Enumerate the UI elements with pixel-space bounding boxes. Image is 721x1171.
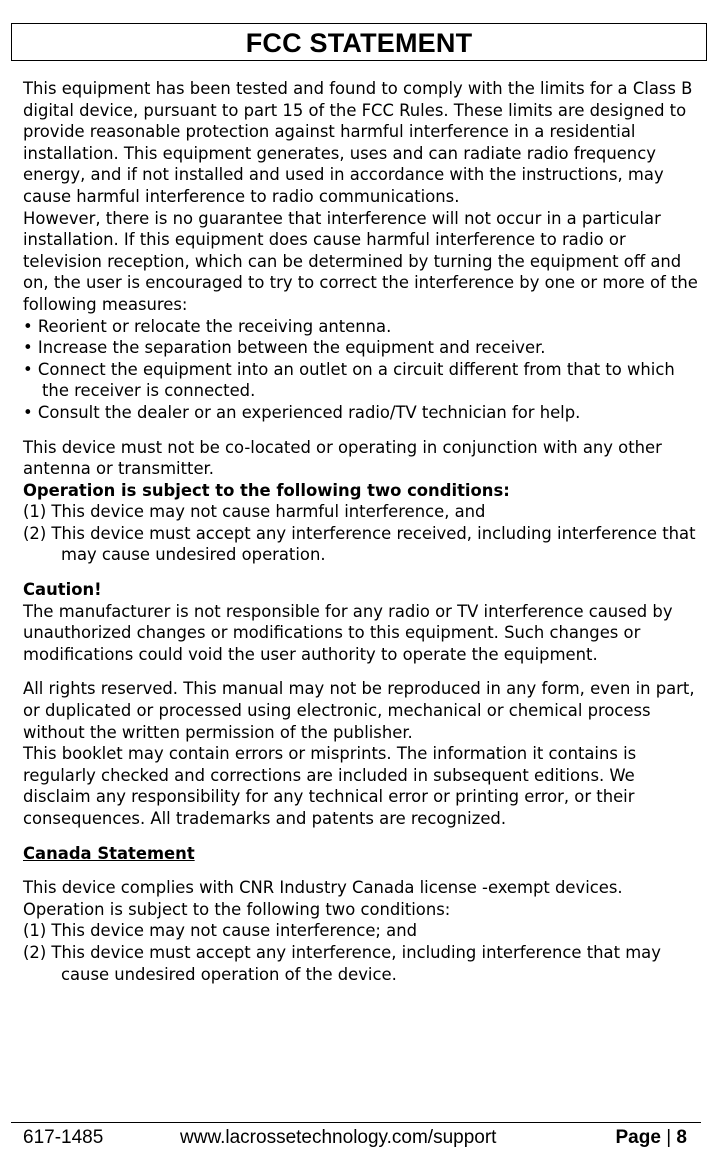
measure-item: • Increase the separation between the equipment and receiver. (23, 338, 546, 358)
errata-paragraph: This booklet may contain errors or misprints. The information it contains is regularly checked and corrections are included in subsequent editions. We disclaim any responsibility for any technical error or printing error, or their consequences. All trademarks and patents are recognized. (23, 744, 637, 828)
measure-item: • Reorient or relocate the receiving antenna. (23, 316, 392, 336)
canada-condition-item: (1) This device may not cause interference; and (23, 921, 417, 941)
colocation-paragraph: This device must not be co-located or operating in conjunction with any other antenna or transmitter. (23, 437, 662, 479)
condition-item: (2) This device must accept any interference received, including interference that may cause undesired operation. (23, 523, 696, 565)
fcc-however-paragraph: However, there is no guarantee that interference will not occur in a particular installation. If this equipment does cause harmful interference to radio or television reception, which can be determined by turning the equipment off and on, the user is encouraged to try to correct the interference by one or more of the following measures: (23, 208, 698, 314)
measure-item: • Connect the equipment into an outlet on a circuit different from that to which the receiver is connected. (23, 359, 675, 401)
model-number: 617-1485 (23, 1127, 104, 1148)
caution-heading: Caution! (23, 580, 102, 600)
page-label: Page (615, 1127, 661, 1148)
canada-compliance-paragraph: This device complies with CNR Industry Canada license -exempt devices. (23, 878, 623, 898)
condition-item: (1) This device may not cause harmful interference, and (23, 502, 486, 522)
document-body (23, 78, 703, 985)
canada-heading: Canada Statement (23, 843, 195, 863)
support-url: www.lacrossetechnology.com/support (180, 1127, 497, 1148)
conditions-heading: Operation is subject to the following two conditions: (23, 480, 510, 500)
page-title: FCC STATEMENT (11, 23, 707, 61)
rights-paragraph: All rights reserved. This manual may not be reproduced in any form, even in part, or duplicated or processed using electronic, mechanical or chemical process without the written permission of the publisher. (23, 679, 695, 742)
canada-conditions-intro: Operation is subject to the following two conditions: (23, 899, 451, 919)
page-number: 8 (676, 1127, 687, 1148)
footer-divider (11, 1122, 701, 1123)
caution-paragraph: The manufacturer is not responsible for any radio or TV interference caused by unauthorized changes or modifications to this equipment. Such changes or modifications could void the user authority to operate the equipment. (23, 601, 673, 664)
fcc-intro-paragraph: This equipment has been tested and found to comply with the limits for a Class B digital device, pursuant to part 15 of the FCC Rules. These limits are designed to provide reasonable protection against harmful interference in a residential installation. This equipment generates, uses and can radiate radio frequency energy, and if not installed and used in accordance with the instructions, may cause harmful interference to radio communications. (23, 79, 693, 206)
page-separator: | (666, 1127, 672, 1148)
measure-item: • Consult the dealer or an experienced radio/TV technician for help. (23, 402, 581, 422)
canada-condition-item: (2) This device must accept any interference, including interference that may cause undesired operation of the device. (23, 942, 661, 984)
page-indicator (616, 1127, 688, 1149)
